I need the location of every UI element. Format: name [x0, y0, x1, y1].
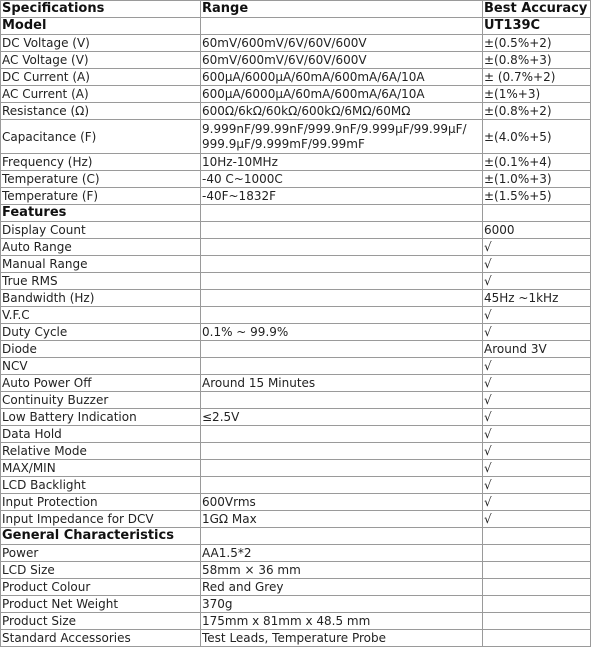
feature-row [1, 477, 591, 494]
feature-row [1, 409, 591, 426]
feature-value: √ [483, 307, 591, 324]
spec-name: DC Voltage (V) [1, 35, 201, 52]
feature-name: Duty Cycle [1, 324, 201, 341]
feature-value: 45Hz ~1kHz [483, 290, 591, 307]
feature-range: 0.1% ~ 99.9% [201, 324, 483, 341]
feature-range [201, 443, 483, 460]
feature-value: √ [483, 375, 591, 392]
feature-value: √ [483, 273, 591, 290]
spec-accuracy: ±(1.0%+3) [483, 171, 591, 188]
model-row [1, 18, 591, 35]
feature-name: Data Hold [1, 426, 201, 443]
feature-value: √ [483, 511, 591, 528]
general-value: Red and Grey [201, 579, 483, 596]
feature-range [201, 460, 483, 477]
feature-range [201, 392, 483, 409]
section-empty-cell [483, 528, 591, 545]
spec-range: 10Hz-10MHz [201, 154, 483, 171]
feature-name: Input Protection [1, 494, 201, 511]
spec-accuracy: ±(0.1%+4) [483, 154, 591, 171]
feature-row [1, 324, 591, 341]
feature-row [1, 460, 591, 477]
general-section-title: General Characteristics [1, 528, 201, 545]
spec-name: Temperature (F) [1, 188, 201, 205]
feature-range [201, 290, 483, 307]
feature-row [1, 256, 591, 273]
spec-row [1, 188, 591, 205]
feature-row [1, 290, 591, 307]
spec-name: Temperature (C) [1, 171, 201, 188]
feature-name: Manual Range [1, 256, 201, 273]
header-best-accuracy: Best Accuracy [483, 1, 591, 18]
feature-value: √ [483, 392, 591, 409]
general-value: AA1.5*2 [201, 545, 483, 562]
feature-range [201, 341, 483, 358]
general-row [1, 545, 591, 562]
spec-row [1, 69, 591, 86]
spec-row [1, 86, 591, 103]
feature-row [1, 494, 591, 511]
spec-range: -40F~1832F [201, 188, 483, 205]
feature-name: V.F.C [1, 307, 201, 324]
feature-row [1, 375, 591, 392]
features-section-title: Features [1, 205, 201, 222]
general-empty-cell [483, 596, 591, 613]
spec-range: 600μA/6000μA/60mA/600mA/6A/10A [201, 86, 483, 103]
general-empty-cell [483, 579, 591, 596]
section-empty-cell [201, 528, 483, 545]
header-specifications: Specifications [1, 1, 201, 18]
spec-accuracy: ±(1%+3) [483, 86, 591, 103]
general-section-row [1, 528, 591, 545]
general-empty-cell [483, 562, 591, 579]
feature-range: 1GΩ Max [201, 511, 483, 528]
feature-name: MAX/MIN [1, 460, 201, 477]
feature-range [201, 358, 483, 375]
spec-accuracy: ±(4.0%+5) [483, 120, 591, 154]
feature-row [1, 307, 591, 324]
spec-range: 9.999nF/99.99nF/999.9nF/9.999μF/99.99μF/ 999.9μF/9.999mF/99.99mF [201, 120, 483, 154]
feature-row [1, 426, 591, 443]
feature-range: 600Vrms [201, 494, 483, 511]
general-value: 58mm × 36 mm [201, 562, 483, 579]
spec-range: 60mV/600mV/6V/60V/600V [201, 35, 483, 52]
general-value: Test Leads, Temperature Probe [201, 630, 483, 647]
feature-row [1, 239, 591, 256]
spec-accuracy: ±(1.5%+5) [483, 188, 591, 205]
spec-name: DC Current (A) [1, 69, 201, 86]
general-row [1, 562, 591, 579]
header-row [1, 1, 591, 18]
feature-name: Diode [1, 341, 201, 358]
feature-range [201, 477, 483, 494]
feature-row [1, 392, 591, 409]
spec-accuracy: ±(0.8%+2) [483, 103, 591, 120]
feature-name: Bandwidth (Hz) [1, 290, 201, 307]
general-row [1, 596, 591, 613]
spec-row [1, 103, 591, 120]
spec-accuracy: ± (0.7%+2) [483, 69, 591, 86]
feature-name: Low Battery Indication [1, 409, 201, 426]
feature-name: True RMS [1, 273, 201, 290]
general-name: Product Colour [1, 579, 201, 596]
general-empty-cell [483, 545, 591, 562]
feature-name: Input Impedance for DCV [1, 511, 201, 528]
general-name: Power [1, 545, 201, 562]
general-row [1, 579, 591, 596]
feature-row [1, 443, 591, 460]
feature-range: ≤2.5V [201, 409, 483, 426]
feature-name: Relative Mode [1, 443, 201, 460]
general-empty-cell [483, 630, 591, 647]
feature-value: Around 3V [483, 341, 591, 358]
feature-name: Continuity Buzzer [1, 392, 201, 409]
general-name: Product Size [1, 613, 201, 630]
spec-range: -40 C~1000C [201, 171, 483, 188]
spec-name: Frequency (Hz) [1, 154, 201, 171]
feature-value: √ [483, 358, 591, 375]
feature-row [1, 341, 591, 358]
spec-name: AC Voltage (V) [1, 52, 201, 69]
general-value: 175mm x 81mm x 48.5 mm [201, 613, 483, 630]
feature-value: 6000 [483, 222, 591, 239]
spec-name: Capacitance (F) [1, 120, 201, 154]
feature-row [1, 358, 591, 375]
general-name: LCD Size [1, 562, 201, 579]
spec-name: AC Current (A) [1, 86, 201, 103]
general-name: Standard Accessories [1, 630, 201, 647]
feature-value: √ [483, 324, 591, 341]
general-value: 370g [201, 596, 483, 613]
feature-range [201, 307, 483, 324]
feature-name: LCD Backlight [1, 477, 201, 494]
model-empty-cell [201, 18, 483, 35]
feature-name: Auto Range [1, 239, 201, 256]
spec-row [1, 171, 591, 188]
spec-row [1, 35, 591, 52]
feature-value: √ [483, 443, 591, 460]
spec-row [1, 120, 591, 154]
feature-range [201, 426, 483, 443]
feature-value: √ [483, 409, 591, 426]
section-empty-cell [201, 205, 483, 222]
general-row [1, 613, 591, 630]
feature-range [201, 239, 483, 256]
general-name: Product Net Weight [1, 596, 201, 613]
spec-row [1, 154, 591, 171]
feature-name: NCV [1, 358, 201, 375]
spec-accuracy: ±(0.5%+2) [483, 35, 591, 52]
feature-value: √ [483, 426, 591, 443]
feature-value: √ [483, 477, 591, 494]
feature-row [1, 273, 591, 290]
feature-range [201, 273, 483, 290]
spec-range: 600Ω/6kΩ/60kΩ/600kΩ/6MΩ/60MΩ [201, 103, 483, 120]
spec-table-body [1, 1, 591, 647]
feature-value: √ [483, 256, 591, 273]
spec-accuracy: ±(0.8%+3) [483, 52, 591, 69]
spec-name: Resistance (Ω) [1, 103, 201, 120]
spec-row [1, 52, 591, 69]
model-value: UT139C [483, 18, 591, 35]
feature-range [201, 256, 483, 273]
model-label: Model [1, 18, 201, 35]
feature-value: √ [483, 239, 591, 256]
header-range: Range [201, 1, 483, 18]
spec-range: 60mV/600mV/6V/60V/600V [201, 52, 483, 69]
feature-range: Around 15 Minutes [201, 375, 483, 392]
feature-name: Auto Power Off [1, 375, 201, 392]
feature-value: √ [483, 494, 591, 511]
feature-range [201, 222, 483, 239]
section-empty-cell [483, 205, 591, 222]
feature-name: Display Count [1, 222, 201, 239]
feature-value: √ [483, 460, 591, 477]
feature-row [1, 222, 591, 239]
spec-range: 600μA/6000μA/60mA/600mA/6A/10A [201, 69, 483, 86]
feature-row [1, 511, 591, 528]
features-section-row [1, 205, 591, 222]
general-empty-cell [483, 613, 591, 630]
general-row [1, 630, 591, 647]
